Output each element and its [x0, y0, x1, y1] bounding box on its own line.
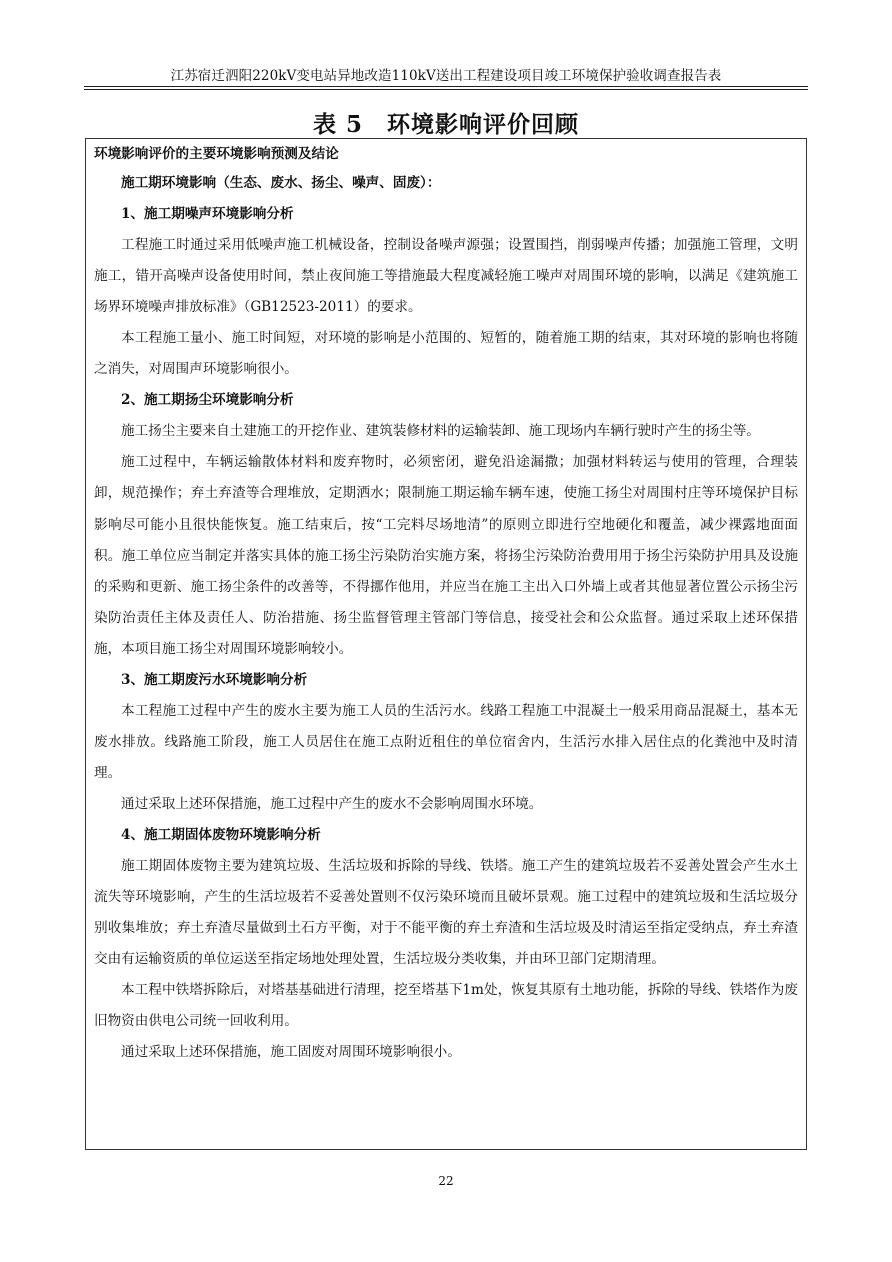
paragraph: 施工期固体废物主要为建筑垃圾、生活垃圾和拆除的导线、铁塔。施工产生的建筑垃圾若不妥善处置会产生水土流失等环境影响，产生的生活垃圾若不妥善处置则不仅污染环境而且破坏景观。施工过程中的建筑垃圾和生活垃圾分别收集堆放；弃土弃渣尽量做到土石方平衡，对于不能平衡的弃土弃渣和生活垃圾及时清运至指定受纳点，弃土弃渣交由有运输资质的单位运送至指定场地处理处置，生活垃圾分类收集，并由环卫部门定期清理。 [94, 858, 798, 968]
paragraph: 本工程施工量小、施工时间短，对环境的影响是小范围的、短暂的，随着施工期的结束，其对环境的影响也将随之消失，对周围声环境影响很小。 [94, 330, 798, 378]
table-title: 表 5 环境影响评价回顾 [312, 111, 579, 138]
section-heading-solid-waste: 4、施工期固体废物环境影响分析 [121, 826, 321, 843]
paragraph: 施工过程中，车辆运输散体材料和废弃物时，必须密闭，避免沿途漏撒；加强材料转运与使用的管理，合理装卸，规范操作；弃土弃渣等合理堆放，定期洒水；限制施工期运输车辆车速，使施工扬尘对周围村庄等环境保护目标影响尽可能小且很快能恢复。施工结束后，按“工完料尽场地清”的原则立即进行空地硬化和覆盖，减少裸露地面面积。施工单位应当制定并落实具体的施工扬尘污染防治实施方案，将扬尘污染防治费用用于扬尘污染防护用具及设施的采购和更新、施工扬尘条件的改善等，不得挪作他用，并应当在施工主出入口外墙上或者其他显著位置公示扬尘污染防治责任主体及责任人、防治措施、扬尘监督管理主管部门等信息，接受社会和公众监督。通过采取上述环保措施，本项目施工扬尘对周围环境影响较小。 [94, 454, 798, 657]
section-heading-wastewater: 3、施工期废污水环境影响分析 [121, 671, 308, 688]
section-heading-noise: 1、施工期噪声环境影响分析 [121, 206, 294, 223]
running-header: 江苏宿迁泗阳220kV变电站异地改造110kV送出工程建设项目竣工环境保护验收调查报告表 [170, 68, 722, 84]
paragraph: 工程施工时通过采用低噪声施工机械设备，控制设备噪声源强；设置围挡，削弱噪声传播；加强施工管理，文明施工，错开高噪声设备使用时间，禁止夜间施工等措施最大程度减轻施工噪声对周围环境的影响，以满足《建筑施工场界环境噪声排放标准》（GB12523-2011）的要求。 [94, 237, 798, 316]
paragraph: 通过采取上述环保措施，施工过程中产生的废水不会影响周围水环境。 [121, 795, 543, 812]
page-number: 22 [438, 1174, 454, 1188]
box-heading: 环境影响评价的主要环境影响预测及结论 [94, 146, 339, 162]
content-box [85, 138, 807, 1150]
paragraph: 本工程中铁塔拆除后，对塔基基础进行清理，挖至塔基下1m处，恢复其原有土地功能，拆除的导线、铁塔作为废旧物资由供电公司统一回收利用。 [94, 982, 798, 1030]
section-intro: 施工期环境影响（生态、废水、扬尘、噪声、固废）： [121, 175, 441, 191]
paragraph: 施工扬尘主要来自土建施工的开挖作业、建筑装修材料的运输装卸、施工现场内车辆行驶时产生的扬尘等。 [121, 423, 760, 440]
section-heading-dust: 2、施工期扬尘环境影响分析 [121, 392, 294, 409]
paragraph: 通过采取上述环保措施，施工固废对周围环境影响很小。 [121, 1044, 461, 1061]
header-rule-thick [84, 86, 808, 87]
header-rule-thin [84, 89, 808, 90]
paragraph: 本工程施工过程中产生的废水主要为施工人员的生活污水。线路工程施工中混凝土一般采用商品混凝土，基本无废水排放。线路施工阶段，施工人员居住在施工点附近租住的单位宿舍内，生活污水排入居住点的化粪池中及时清理。 [94, 702, 798, 781]
